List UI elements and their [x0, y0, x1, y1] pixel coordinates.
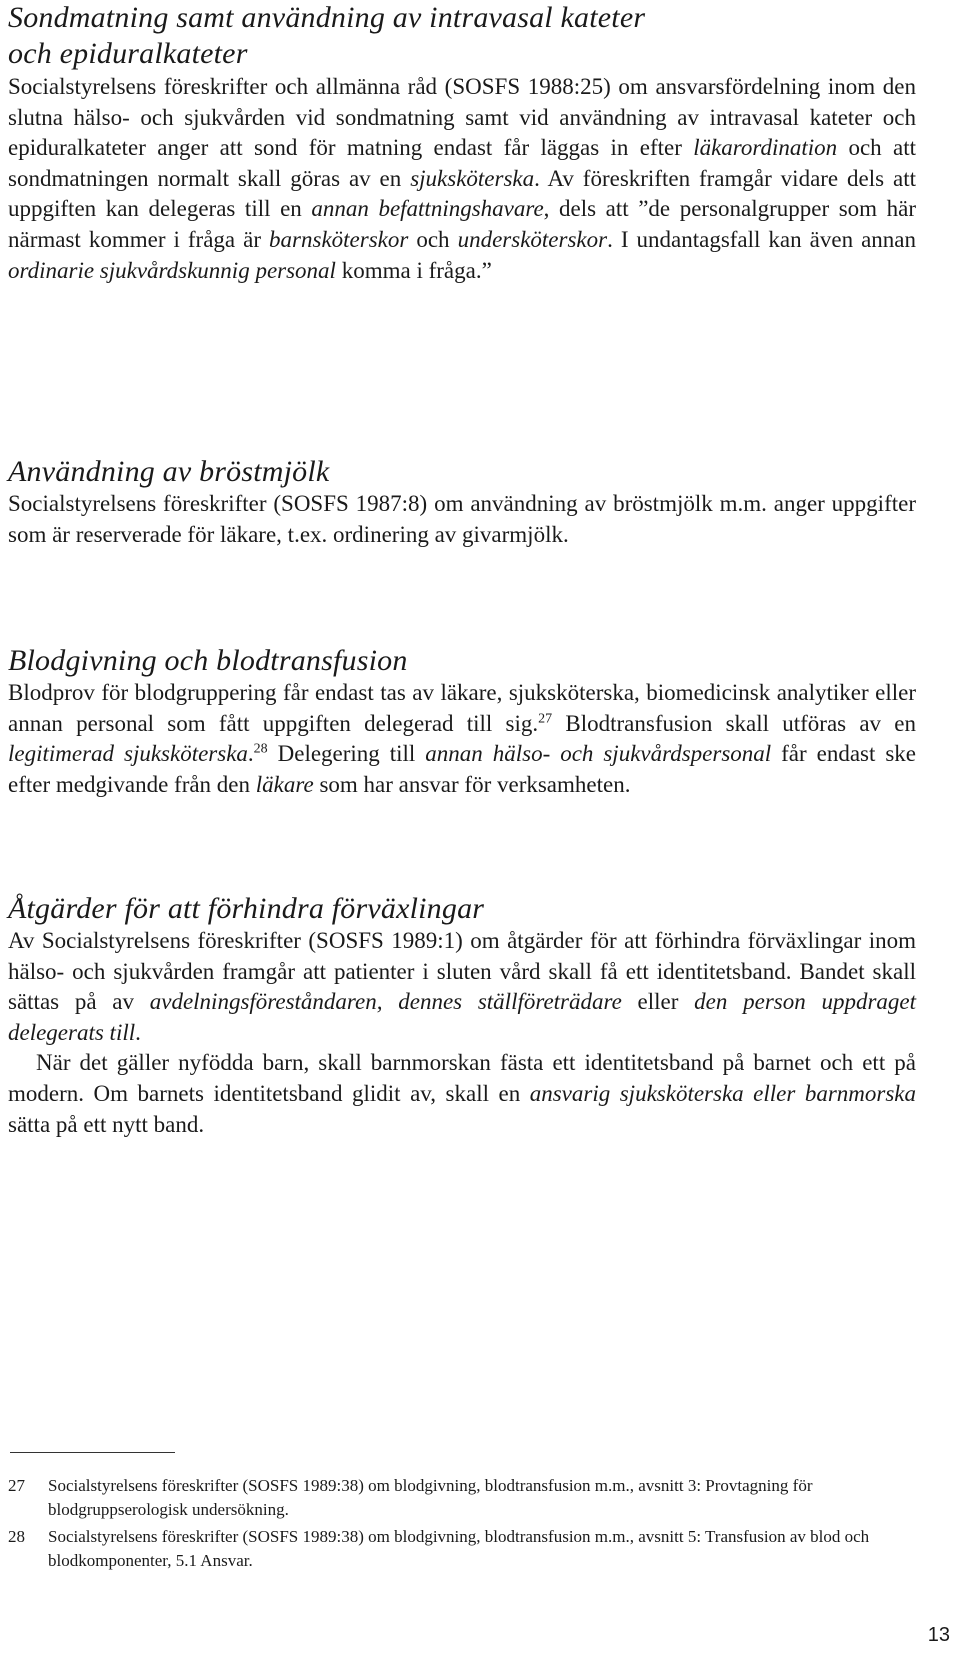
body-paragraph: [8, 1048, 916, 1140]
section-blodgivning: [8, 644, 916, 800]
text-run: sätta på ett nytt band.: [8, 1111, 205, 1137]
section-heading: Åtgärder för att förhindra förväxlingar: [8, 892, 485, 925]
footnote-separator: [10, 1452, 175, 1453]
italic-term: ansvarig sjuksköterska eller barnmorska: [529, 1080, 916, 1106]
section-heading: [8, 0, 916, 72]
text-run: som har ansvar för verksamheten.: [313, 771, 631, 797]
heading-line: och epiduralkateter: [8, 37, 248, 70]
italic-term: annan befattningshavare: [311, 196, 544, 222]
text-run: När det gäller nyfödda barn, skall barnmorskan fästa ett identitetsband på barnet och ett på modern. Om barnets identitetsband glidit av, skall en: [8, 1050, 916, 1106]
italic-term: avdelningsföreståndaren, dennes ställföreträdare: [149, 989, 622, 1015]
text-run: .: [247, 741, 254, 767]
italic-term: läkare: [255, 771, 314, 797]
italic-term: den person uppdraget delegerats till: [8, 989, 917, 1045]
text-run: Blodtransfusion skall utföras av en: [552, 710, 916, 736]
text-run: får endast ske efter medgivande från den: [8, 741, 916, 797]
section-heading: Blodgivning och blodtransfusion: [8, 644, 408, 677]
text-run: , dels att ”de personalgrupper som här närmast kommer i fråga är: [8, 196, 916, 252]
footnotes: [8, 1474, 908, 1576]
italic-term: undersköterskor: [457, 226, 608, 252]
body-paragraph: [8, 678, 916, 800]
italic-term: annan hälso- och sjukvårdspersonal: [425, 741, 772, 767]
footnote: [8, 1474, 908, 1522]
footnote-text: Socialstyrelsens föreskrifter (SOSFS 1989:38) om blodgivning, blodtransfusion m.m., avsnitt 3: Provtagning för blodgruppserologisk undersökning.: [48, 1476, 813, 1519]
body-paragraph: Socialstyrelsens föreskrifter (SOSFS 1987:8) om användning av bröstmjölk m.m. anger uppgifter som är reserverade för läkare, t.ex. ordinering av givarmjölk.: [8, 491, 916, 547]
section-heading: Användning av bröstmjölk: [8, 455, 330, 488]
footnote-text: Socialstyrelsens föreskrifter (SOSFS 1989:38) om blodgivning, blodtransfusion m.m., avsnitt 5: Transfusion av blod och blodkomponenter, 5.1 Ansvar.: [48, 1527, 870, 1570]
body-paragraph: [8, 72, 916, 286]
text-run: och att sondmatningen normalt skall göras av en: [8, 135, 916, 191]
footnote-ref: 27: [538, 710, 553, 726]
text-run: Av Socialstyrelsens föreskrifter (SOSFS 1989:1) om åtgärder för att förhindra förväxlingar inom hälso- och sjukvården framgår att patienter i sluten vård skall få ett identitetsband. Bandet skall sättas på av: [8, 928, 916, 1015]
body-paragraph: [8, 926, 916, 1048]
footnote-ref: 28: [253, 741, 268, 757]
text-run: .: [135, 1019, 141, 1045]
text-run: Blodprov för blodgruppering får endast tas av läkare, sjuksköterska, biomedicinsk analytiker eller annan personal som fått uppgiften delegerad till sig.: [8, 680, 916, 736]
italic-term: legitimerad sjuksköterska: [8, 741, 248, 767]
footnote-number: 27: [8, 1476, 25, 1495]
section-brostmjolk: [8, 455, 916, 550]
text-run: Delegering till: [267, 741, 426, 767]
italic-term: ordinarie sjukvårdskunnig personal: [8, 257, 336, 283]
italic-term: läkarordination: [693, 135, 838, 161]
text-run: . I undantagsfall kan även annan: [607, 226, 917, 252]
italic-term: barnsköterskor: [269, 226, 409, 252]
section-sondmatning: [8, 0, 916, 286]
heading-line: Sondmatning samt användning av intravasal kateter: [8, 1, 646, 34]
text-run: och: [408, 226, 458, 252]
text-run: eller: [621, 989, 695, 1015]
footnote: [8, 1525, 908, 1573]
footnote-number: 28: [8, 1527, 25, 1546]
italic-term: sjuksköterska: [410, 165, 535, 191]
section-forvaxlingar: [8, 892, 916, 1140]
text-run: Socialstyrelsens föreskrifter och allmänna råd (SOSFS 1988:25) om ansvarsfördelning inom den slutna hälso- och sjukvården vid sondmatning samt vid användning av intravasal kateter och epiduralkateter anger att sond för matning endast får läggas in efter: [8, 74, 916, 161]
text-run: . Av föreskriften framgår vidare dels att uppgiften kan delegeras till en: [8, 165, 916, 222]
page-number: 13: [927, 1624, 950, 1646]
text-run: komma i fråga.”: [335, 257, 492, 283]
